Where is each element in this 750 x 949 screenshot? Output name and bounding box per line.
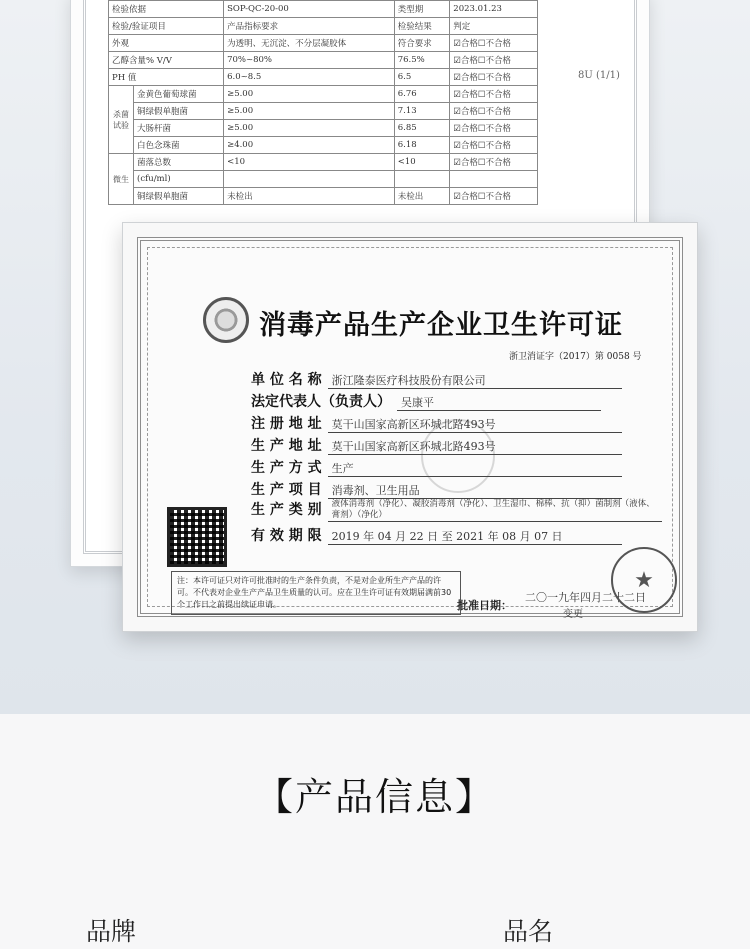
table-row [109,69,538,86]
report-cell: 6.85 [394,120,450,137]
cert-row-label: 生 产 项 目 [251,482,322,498]
table-row [109,188,538,205]
report-cell [450,171,538,188]
report-cell: PH 值 [109,69,224,86]
cert-row-label: 法定代表人（负责人） [251,394,391,410]
certificate-number: 浙卫消证字（2017）第 0058 号 [509,352,642,362]
cert-row-label: 生 产 方 式 [251,460,322,476]
cert-row-legal-rep [251,391,601,411]
report-cell: 为透明、无沉淀、不分层凝胶体 [224,35,395,52]
cert-row-value: 液体消毒剂（净化）、凝胶消毒剂（净化）、卫生湿巾、棉棒、抗（抑）菌制剂（液体、膏剂）（净化） [328,499,662,522]
cert-row-valid-period [251,525,622,545]
certificate-title: 消毒产品生产企业卫生许可证 [259,310,623,341]
report-cell: 判定 [450,18,538,35]
official-seal-icon: ★ [611,547,677,613]
cert-row-value: 消毒剂、卫生用品 [328,482,622,499]
report-cell: ☑合格☐不合格 [450,188,538,205]
report-cell: 7.13 [394,103,450,120]
side-label-2: 试验 [113,120,129,130]
report-cell: (cfu/ml) [134,171,224,188]
table-row [109,154,538,171]
report-cell: 6.18 [394,137,450,154]
report-cell: 外观 [109,35,224,52]
approve-change-text: 变更 [563,609,583,620]
cert-row-unit [251,369,622,389]
table-row [109,86,538,103]
qr-code-icon [167,507,227,567]
national-emblem-icon [203,297,249,343]
report-cell: ☑合格☐不合格 [450,137,538,154]
report-cell: 6.5 [394,69,450,86]
cert-row-label: 单 位 名 称 [251,372,322,388]
cert-row-value: 吴康平 [397,394,601,411]
report-cell: 检验依据 [109,1,224,18]
cert-row-reg-address [251,413,622,433]
report-cell: ☑合格☐不合格 [450,86,538,103]
approve-date-value: 二〇一九年四月二十二日 [525,591,646,604]
report-cell: ≥5.00 [224,103,395,120]
report-cell: ≥4.00 [224,137,395,154]
cert-row-value: 浙江隆泰医疗科技股份有限公司 [328,372,622,389]
report-cell: 铜绿假单胞菌 [134,188,224,205]
approve-date-label: 批准日期： [457,599,512,612]
inspection-report-table [108,0,538,205]
report-cell: 菌落总数 [134,154,224,171]
report-cell [394,171,450,188]
report-cell: ≥5.00 [224,120,395,137]
side-label-1: 杀菌 [113,109,129,119]
cert-row-value: 莫干山国家高新区环城北路493号 [328,416,622,433]
report-cell: 76.5% [394,52,450,69]
certificate-border [137,237,683,620]
report-cell: 大肠杆菌 [134,120,224,137]
report-cell: ☑合格☐不合格 [450,35,538,52]
report-subheader-row [109,18,538,35]
report-cell: 未检出 [224,188,395,205]
report-cell: 符合要求 [394,35,450,52]
report-cell: 70%~80% [224,52,395,69]
report-cell: 6.76 [394,86,450,103]
report-cell: ☑合格☐不合格 [450,103,538,120]
report-cell: ☑合格☐不合格 [450,52,538,69]
report-cell: 未检出 [394,188,450,205]
report-cell: 铜绿假单胞菌 [134,103,224,120]
report-page-number: 8U (1/1) [578,70,620,81]
table-row [109,137,538,154]
report-cell: 产品指标要求 [224,18,395,35]
report-cell [224,171,395,188]
cert-row-value: 莫干山国家高新区环城北路493号 [328,438,622,455]
report-cell: 2023.01.23 [450,1,538,18]
table-row [109,120,538,137]
table-row [109,35,538,52]
report-cell: <10 [224,154,395,171]
table-row [109,52,538,69]
cert-row-value: 2019 年 04 月 22 日 至 2021 年 08 月 07 日 [328,528,622,545]
table-row [109,103,538,120]
hygiene-license-certificate [122,222,698,632]
certificate-note: 注：本许可证只对许可批准时的生产条件负责，不是对企业所生产产品的许可。不代表对企业生产产品卫生质量的认可。应在卫生许可证有效期届满前30个工作日之前提出续证申请。 [171,571,461,615]
table-row [109,171,538,188]
cert-row-prod-category [251,499,662,522]
cert-row-label: 注 册 地 址 [251,416,322,432]
report-cell: 金黄色葡萄球菌 [134,86,224,103]
report-cell: ☑合格☐不合格 [450,154,538,171]
cert-row-label: 有 效 期 限 [251,528,322,544]
cert-row-prod-items [251,479,622,499]
report-cell: SOP-QC-20-00 [224,1,395,18]
report-cell: 类型期 [394,1,450,18]
report-cell: 乙醇含量% V/V [109,52,224,69]
report-side-label: 微生 [109,154,134,205]
report-cell: 检验/验证项目 [109,18,224,35]
report-cell: ☑合格☐不合格 [450,69,538,86]
cert-row-value: 生产 [328,460,622,477]
brand-label: 品牌 [86,917,137,946]
cert-row-label: 生 产 地 址 [251,438,322,454]
report-cell: ≥5.00 [224,86,395,103]
report-cell: <10 [394,154,450,171]
cert-row-prod-address [251,435,622,455]
report-header-row [109,1,538,18]
report-side-label [109,86,134,154]
report-cell: 6.0~8.5 [224,69,395,86]
report-cell: 检验结果 [394,18,450,35]
report-cell: 白色念珠菌 [134,137,224,154]
cert-row-label: 生 产 类 别 [251,502,322,518]
report-cell: ☑合格☐不合格 [450,120,538,137]
section-title: 【产品信息】 [254,775,495,819]
cert-row-prod-method [251,457,622,477]
product-name-label: 品名 [503,917,554,946]
